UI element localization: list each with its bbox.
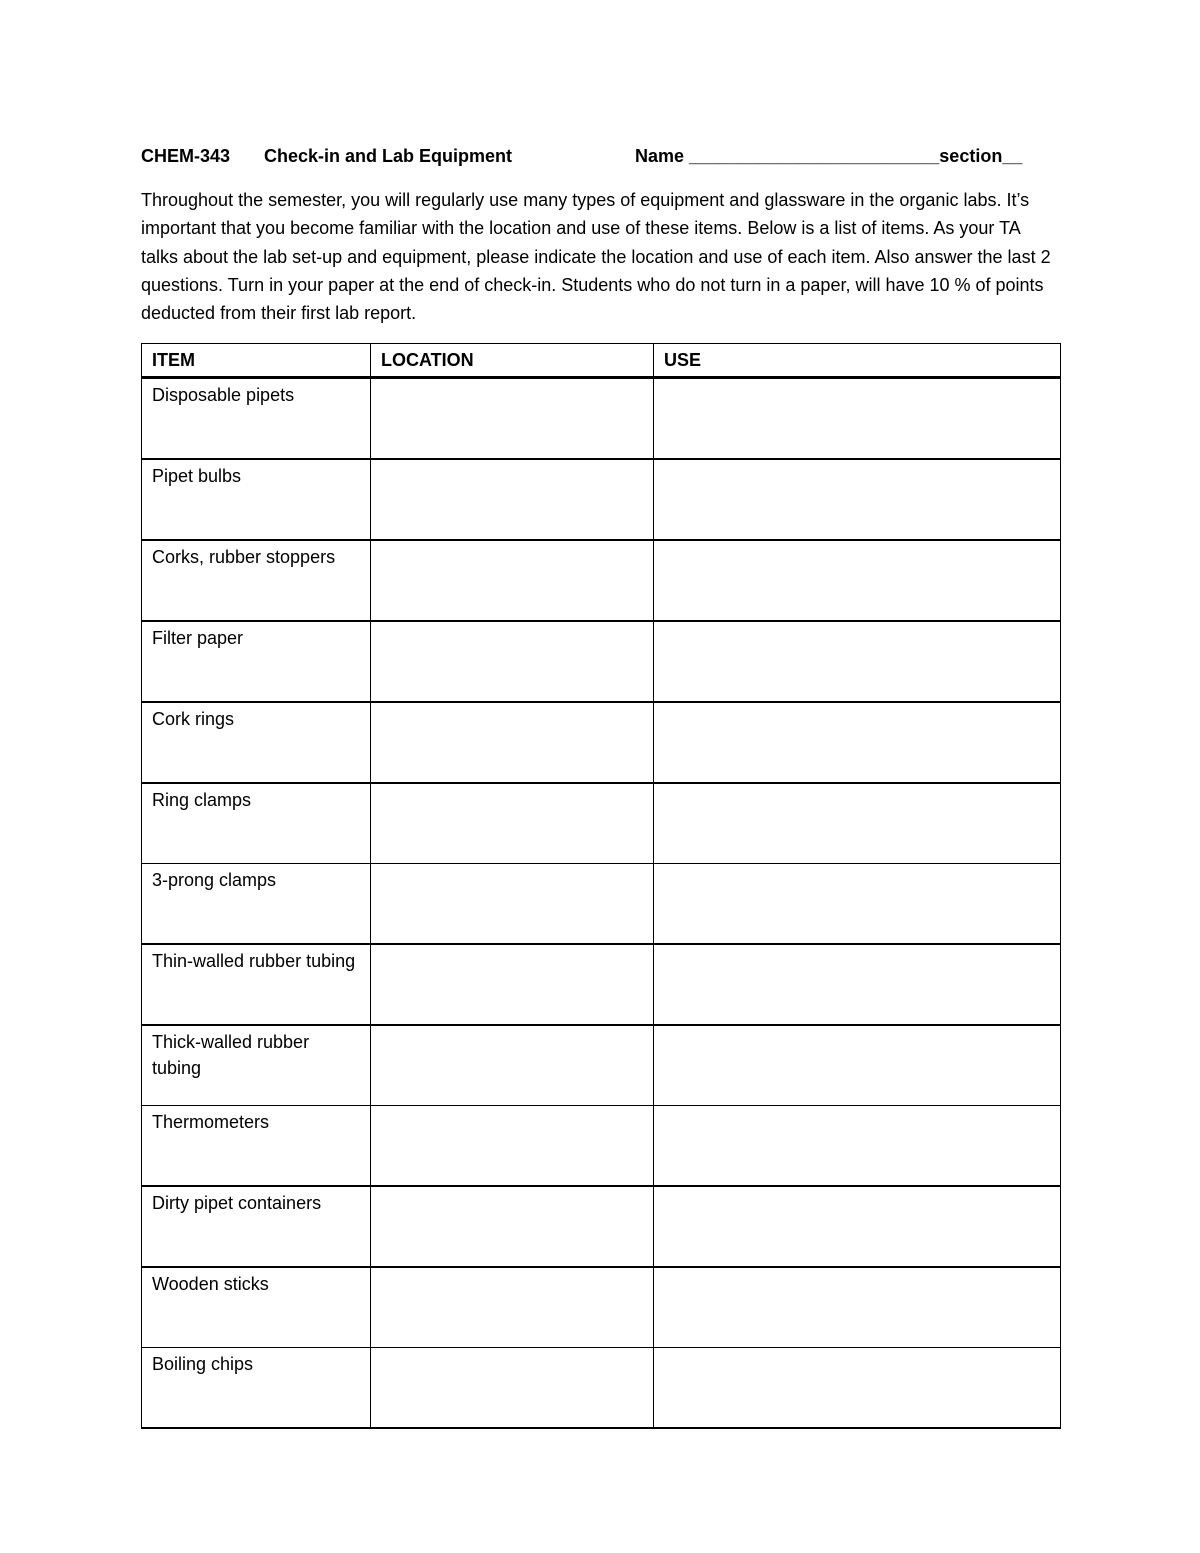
use-cell[interactable] — [654, 864, 1061, 945]
location-cell[interactable] — [371, 783, 654, 864]
item-cell: Filter paper — [142, 621, 371, 702]
worksheet-page — [141, 140, 1059, 1374]
location-cell[interactable] — [371, 1106, 654, 1187]
location-cell[interactable] — [371, 540, 654, 621]
use-cell[interactable] — [654, 1106, 1061, 1187]
location-cell[interactable] — [371, 864, 654, 945]
use-cell[interactable] — [654, 1025, 1061, 1106]
location-cell[interactable] — [371, 1186, 654, 1267]
location-cell[interactable] — [371, 944, 654, 1025]
item-cell: Thin-walled rubber tubing — [142, 944, 371, 1025]
use-cell[interactable] — [654, 944, 1061, 1025]
table-row — [142, 783, 1061, 864]
worksheet-title: Check-in and Lab Equipment — [264, 146, 513, 166]
location-cell[interactable] — [371, 1025, 654, 1106]
item-cell: Corks, rubber stoppers — [142, 540, 371, 621]
course-code: CHEM-343 — [141, 146, 231, 166]
table-row — [142, 459, 1061, 540]
table-row — [142, 1106, 1061, 1187]
use-cell[interactable] — [654, 1348, 1061, 1429]
table-row — [142, 944, 1061, 1025]
item-cell: Wooden sticks — [142, 1267, 371, 1348]
table-row — [142, 378, 1061, 460]
item-cell: Ring clamps — [142, 783, 371, 864]
use-cell[interactable] — [654, 1267, 1061, 1348]
use-cell[interactable] — [654, 540, 1061, 621]
location-cell[interactable] — [371, 702, 654, 783]
instructions-text: Throughout the semester, you will regularly use many types of equipment and glassware in the organic labs. It’s important that you become familiar with the location and use of these items. Below is a list of items. As your TA talks about the lab set-up and equipment, please indicate the location and use of each item. Also answer the last 2 questions. Turn in your paper at the end of check-in. Students who do not turn in a paper, will have 10 % of points deducted from their first lab report. — [141, 190, 1051, 324]
table-row — [142, 1186, 1061, 1267]
equipment-table — [141, 343, 1061, 1429]
table-row — [142, 540, 1061, 621]
use-cell[interactable] — [654, 621, 1061, 702]
use-cell[interactable] — [654, 702, 1061, 783]
column-header-use: USE — [654, 344, 1061, 378]
table-row — [142, 1025, 1061, 1106]
item-cell: Disposable pipets — [142, 378, 371, 460]
use-cell[interactable] — [654, 783, 1061, 864]
item-cell: Thick-walled rubber tubing — [142, 1025, 371, 1106]
worksheet-header — [141, 140, 1059, 172]
table-row — [142, 702, 1061, 783]
location-cell[interactable] — [371, 1348, 654, 1429]
table-row — [142, 1348, 1061, 1429]
use-cell[interactable] — [654, 378, 1061, 460]
column-header-item: ITEM — [142, 344, 371, 378]
item-cell: 3-prong clamps — [142, 864, 371, 945]
table-row — [142, 1267, 1061, 1348]
use-cell[interactable] — [654, 1186, 1061, 1267]
item-cell: Dirty pipet containers — [142, 1186, 371, 1267]
column-header-location: LOCATION — [371, 344, 654, 378]
item-cell: Thermometers — [142, 1106, 371, 1187]
table-header-row — [142, 344, 1061, 378]
instructions — [141, 186, 1059, 327]
use-cell[interactable] — [654, 459, 1061, 540]
location-cell[interactable] — [371, 1267, 654, 1348]
location-cell[interactable] — [371, 378, 654, 460]
table-row — [142, 864, 1061, 945]
item-cell: Boiling chips — [142, 1348, 371, 1429]
item-cell: Pipet bulbs — [142, 459, 371, 540]
name-section-field[interactable]: Name _________________________section__ — [635, 146, 1023, 166]
item-cell: Cork rings — [142, 702, 371, 783]
table-row — [142, 621, 1061, 702]
location-cell[interactable] — [371, 459, 654, 540]
location-cell[interactable] — [371, 621, 654, 702]
